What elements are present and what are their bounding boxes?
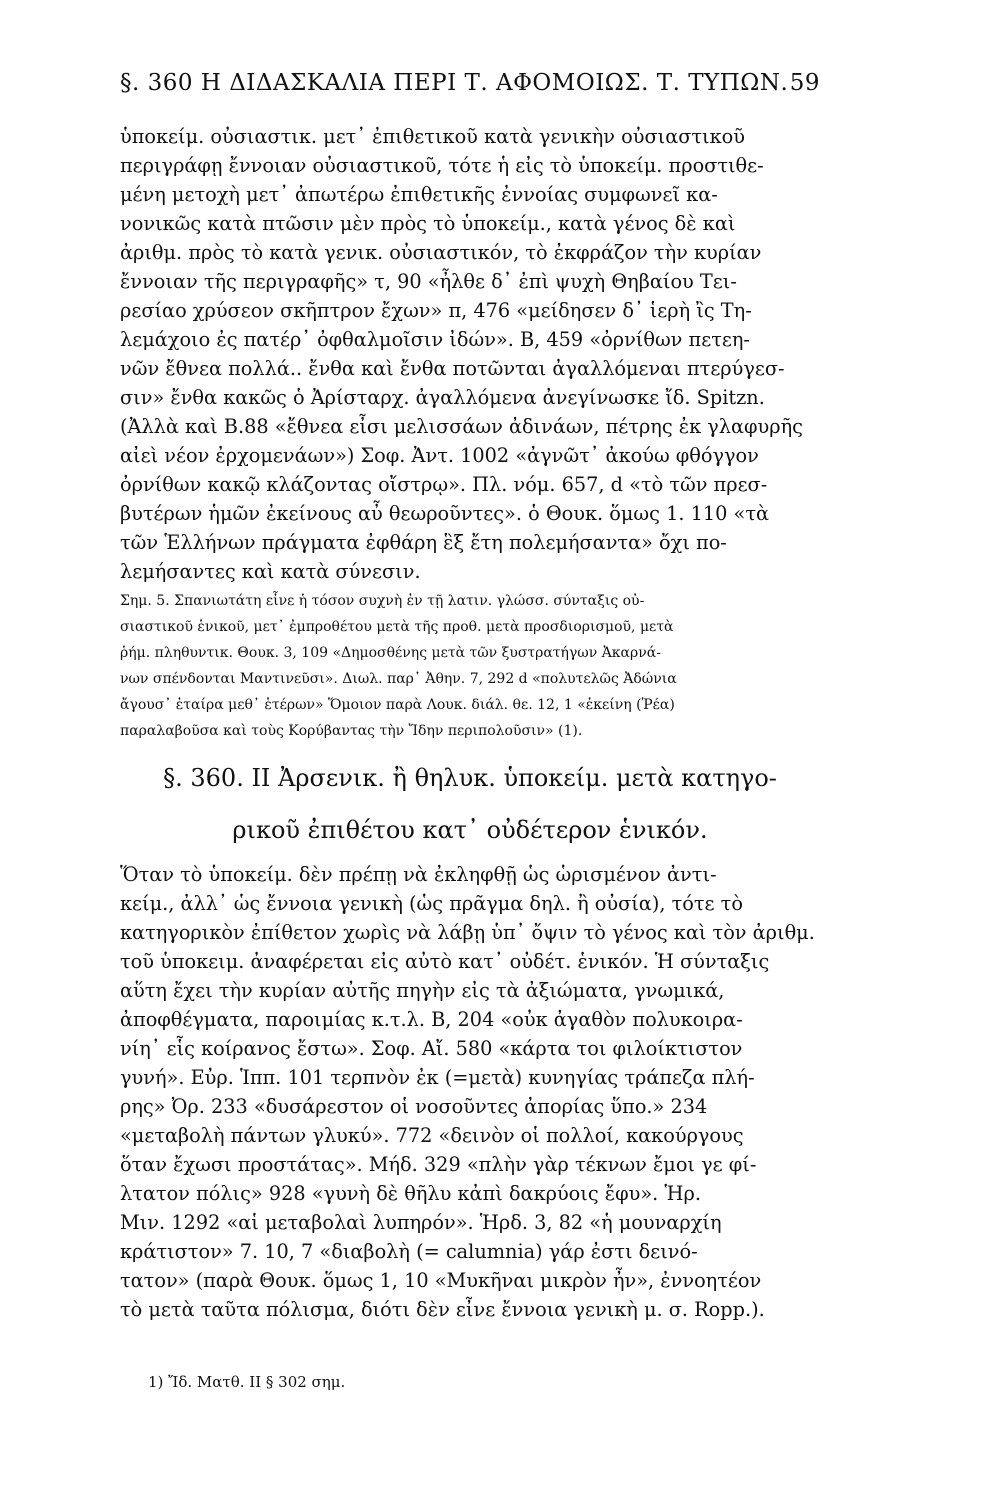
text-line: περιγράφῃ ἔννοιαν οὐσιαστικοῦ, τότε ἡ εἰς τὸ ὑποκείμ. προστιθε- (120, 154, 764, 177)
text-line: ὑποκείμ. οὐσιαστικ. μετ᾽ ἐπιθετικοῦ κατὰ γενικὴν οὐσιαστικοῦ (120, 125, 746, 148)
running-header (120, 70, 820, 104)
text-line: γυνή». Εὐρ. Ἱππ. 101 τερπνὸν ἐκ (=μετὰ) κυνηγίας τράπεζα πλή- (120, 1066, 755, 1089)
paragraph-2 (120, 860, 820, 1324)
section-heading (120, 752, 820, 856)
text-line: κατηγορικὸν ἐπίθετον χωρὶς νὰ λάβῃ ὑπ᾽ ὄψιν τὸ γένος καὶ τὸν ἀριθμ. (120, 921, 815, 944)
text-line: κράτιστον» 7. 10, 7 «διαβολὴ (= calumnia) γάρ ἐστι δεινό- (120, 1240, 698, 1263)
text-line: ἀποφθέγματα, παροιμίας κ.τ.λ. Β, 204 «οὐκ ἀγαθὸν πολυκοιρα- (120, 1008, 743, 1031)
text-line: αἰεὶ νέον ἐρχομενάων») Σοφ. Ἀντ. 1002 «ἀγνῶτ᾽ ἀκούω φθόγγον (120, 444, 759, 467)
text-line: νῶν ἔθνεα πολλά.. ἔνθα καὶ ἔνθα ποτῶνται ἀγαλλόμεναι πτερύγεσ- (120, 357, 785, 380)
text-line: ἔννοιαν τῆς περιγραφῆς» τ, 90 «ἦλθε δ᾽ ἐπὶ ψυχὴ Θηβαίου Τει- (120, 270, 737, 293)
section-title-line-2: ρικοῦ ἐπιθέτου κατ᾽ οὐδέτερον ἑνικόν. (232, 816, 708, 844)
text-line: νονικῶς κατὰ πτῶσιν μὲν πρὸς τὸ ὑποκείμ., κατὰ γένος δὲ καὶ (120, 212, 736, 235)
text-line: αὕτη ἔχει τὴν κυρίαν αὐτῆς πηγὴν εἰς τὰ ἀξιώματα, γνωμικά, (120, 979, 725, 1002)
text-line: τοῦ ὑποκειμ. ἀναφέρεται εἰς αὐτὸ κατ᾽ οὐδέτ. ἑνικόν. Ἡ σύνταξις (120, 950, 770, 973)
text-line: κείμ., ἀλλ᾽ ὡς ἔννοια γενικὴ (ὡς πρᾶγμα δηλ. ἢ οὐσία), τότε τὸ (120, 892, 743, 915)
note-line: παραλαβοῦσα καὶ τοὺς Κορύβαντας τὴν Ἴδην περιπολοῦσιν» (1). (120, 723, 583, 739)
text-line: ρης» Ὀρ. 233 «δυσάρεστον οἱ νοσοῦντες ἀπορίας ὕπο.» 234 (120, 1095, 708, 1118)
note-5 (120, 588, 820, 744)
text-line: «μεταβολὴ πάντων γλυκύ». 772 «δεινὸν οἱ πολλοί, κακούργους (120, 1124, 744, 1147)
paragraph-1 (120, 122, 820, 586)
text-line: Μιν. 1292 «αἱ μεταβολαὶ λυπηρόν». Ἡρδ. 3, 82 «ἡ μουναρχίη (120, 1211, 722, 1234)
text-line: νίη᾽ εἷς κοίρανος ἔστω». Σοφ. Αἴ. 580 «κάρτα τοι φιλοίκτιστον (120, 1037, 743, 1060)
text-line: βυτέρων ἡμῶν ἐκείνους αὖ θεωροῦντες». ὁ Θουκ. ὅμως 1. 110 «τὰ (120, 502, 770, 525)
note-line: ῥήμ. πληθυντικ. Θουκ. 3, 109 «Δημοσθένης μετὰ τῶν ξυστρατήγων Ἀκαρνά- (120, 645, 661, 661)
section-title-line-1: §. 360. ΙΙ Ἀρσενικ. ἢ θηλυκ. ὑποκείμ. μετὰ κατηγο- (163, 764, 777, 792)
page-number: 59 (789, 70, 820, 96)
text-line: τὸ μετὰ ταῦτα πόλισμα, διότι δὲν εἶνε ἔννοια γενικὴ μ. σ. Ropp.). (120, 1298, 765, 1321)
header-title: §. 360 Η ΔΙΔΑΣΚΑΛΙΑ ΠΕΡΙ Τ. ΑΦΟΜΟΙΩΣ. Τ. ΤΥΠΩΝ. (120, 70, 789, 96)
text-line: ἀριθμ. πρὸς τὸ κατὰ γενικ. οὐσιαστικόν, τὸ ἐκφράζον τὴν κυρίαν (120, 241, 762, 264)
note-line: Σημ. 5. Σπανιωτάτη εἶνε ἡ τόσον συχνὴ ἐν τῇ λατιν. γλώσσ. σύνταξις οὐ- (120, 593, 645, 609)
text-line: σιν» ἔνθα κακῶς ὁ Ἀρίσταρχ. ἀγαλλόμενα ἀνεγίνωσκε ἴδ. Spitzn. (120, 386, 765, 409)
text-line: λτατον πόλις» 928 «γυνὴ δὲ θῆλυ κἀπὶ δακρύοις ἔφυ». Ἡρ. (120, 1182, 701, 1205)
text-line: ρεσίαο χρύσεον σκῆπτρον ἔχων» π, 476 «μείδησεν δ᾽ ἱερὴ ἲς Τη- (120, 299, 752, 322)
text-line: τῶν Ἑλλήνων πράγματα ἐφθάρη ἓξ ἔτη πολεμήσαντα» ὄχι πο- (120, 531, 727, 554)
text-line: ὀρνίθων κακῷ κλάζοντας οἴστρῳ». Πλ. νόμ. 657, d «τὸ τῶν πρεσ- (120, 473, 768, 496)
note-line: σιαστικοῦ ἑνικοῦ, μετ᾽ ἐμπροθέτου μετὰ τῆς προθ. μετὰ προσδιορισμοῦ, μετὰ (120, 619, 674, 635)
note-line: ἄγουσ᾽ ἑταίρα μεθ᾽ ἑτέρων» Ὅμοιον παρὰ Λουκ. διάλ. θε. 12, 1 «ἐκείνη (Ῥέα) (120, 697, 675, 713)
text-line: λεμάχοιο ἐς πατέρ᾽ ὀφθαλμοῖσιν ἰδών». Β, 459 «ὀρνίθων πετεη- (120, 328, 750, 351)
text-line: (Ἀλλὰ καὶ Β.88 «ἔθνεα εἶσι μελισσάων ἀδινάων, πέτρης ἐκ γλαφυρῆς (120, 415, 803, 438)
text-line: λεμήσαντες καὶ κατὰ σύνεσιν. (120, 560, 421, 583)
footnote: 1) Ἴδ. Ματθ. ΙΙ § 302 σημ. (148, 1373, 346, 1391)
text-line: μένη μετοχὴ μετ᾽ ἀπωτέρω ἐπιθετικῆς ἐννοίας συμφωνεῖ κα- (120, 183, 718, 206)
text-line: τατον» (παρὰ Θουκ. ὅμως 1, 10 «Μυκῆναι μικρὸν ἦν», ἐννοητέον (120, 1269, 762, 1292)
text-line: Ὅταν τὸ ὑποκείμ. δὲν πρέπῃ νὰ ἐκληφθῇ ὡς ὡρισμένον ἀντι- (120, 863, 717, 886)
text-line: ὅταν ἔχωσι προστάτας». Μήδ. 329 «πλὴν γὰρ τέκνων ἔμοι γε φί- (120, 1153, 757, 1176)
note-line: νων σπένδονται Μαντινεῦσι». Διωλ. παρ᾽ Ἀθην. 7, 292 d «πολυτελῶς Ἀδώνια (120, 671, 677, 687)
